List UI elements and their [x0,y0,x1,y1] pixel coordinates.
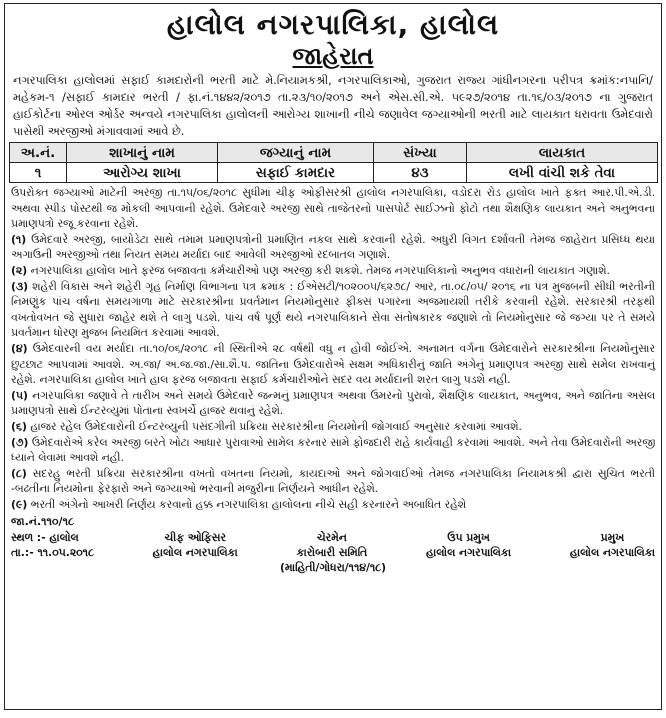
signatory-president [570,530,655,560]
signatory-title: ચેરમેન [316,531,347,545]
condition-5 [11,388,655,419]
signatory-title: ઉપ પ્રમુખ [447,531,490,545]
condition-number: (૯) [11,497,28,511]
reference-number: જા.નં.૧૧૦/૧૮ [11,515,75,529]
signatory-vice-president [426,530,511,560]
table-row [10,163,658,183]
application-paragraph [11,185,655,232]
posts-table [9,142,658,183]
cell-qualification: લખી વાંચી શકે તેવા [467,163,658,183]
condition-text: ઉમેદવારોએ કરેલ અરજી બરતે ખોટા આધાર પુરાવાઓ સામેલ કરનાર સામે ફોજદારી રાહે કાર્યવાહી કરવામાં આવશે. અને તેવા ઉમેદવારોની અરજી ધ્યાને લેવામાં આવશે નહી. [11,435,656,465]
condition-text: શહેરી વિકાસ અને શહેરી ગૃહ નિર્માણ વિભાગના પત્ર ક્રમાંક : ઈએસટી/૧૦૨૦૦૫/૬૨૭૮/ આર, તા.૦૮/૦૫/ ૨૦૧૬ ના પત્ર મુજબની સીધી ભરતીની નિમણુંક પાંચ વર્ષના સમયગાળા માટે સરકારશ્રીના પ્રવર્તમાન નિયમોનુસાર ફીક્સ પગારના અજમાયશી તરીકે કરવાની રહેશે. સરકારશ્રી તરફથી વખતોવખત જે સુધારા જાહેર થશે તે લાગુ પડશે. પાંચ વર્ષ પૂર્ણ થયે નગરપાલિકાને સેવા સંતોષકારક જણાશે તો નિયમોનુસાર જે જગ્યા પર તે સમયે પ્રવર્તમાન ધોરણ મુજબ નિયમિત કરવામાં આવશે. [11,279,656,340]
cell-post: સફાઈ કામદાર [218,163,374,183]
condition-1 [11,232,655,263]
condition-2 [11,263,655,279]
condition-number: (૬) [11,419,27,433]
condition-7 [11,435,655,466]
condition-text: નગરપાલિકા જણાવે તે તારીખ અને સમયે ઉમેદવારે જન્મનું પ્રમાણપત્ર અથવા ઉમરનો પુરાવો, શૈક્ષણિક લાયકાત, અનુભવ, અને જાતિના અસલ પ્રમાણપત્રો સાથે ઈન્ટરવ્યુમાં પોતાના સ્વખર્ચે હાજર થવાનું રહેશે. [11,388,655,418]
paragraph-text: ઉપરોક્ત જગ્યાઓ માટેની અરજી તા.૧૫/૦૬/૨૦૧૮ સુધીમાં ચીફ ઓફીસરશ્રી હાલોલ નગરપાલિકા, વડોદરા રોડ હાલોલ ખાતે ફક્ત આર.પી.એ.ડી. અથવા સ્પીડ પોસ્ટથી જ મોકલી આપવાની રહેશે. ઉમેદવારે અરજી સાથે તાજેતરનો પાસપોર્ટ સાઈઝનો ફોટો તથા શૈક્ષણિક લાયકાત અને અનુભવના પ્રમાણપત્રો રજૂ કરવાના રહેશે. [11,186,655,231]
page-subtitle: જાહેરાત [292,42,374,70]
column-header-serial: અ.નં. [10,143,67,163]
signatory-org: હાલોલ નગરપાલિકા [425,546,512,560]
condition-number: (૮) [11,466,27,480]
condition-9 [11,497,655,513]
column-header-post: જગ્યાનું નામ [218,143,374,163]
signature-block [5,530,661,560]
page-title: હાલોલ નગરપાલિકા, હાલોલ [166,8,500,41]
cell-count: ૪૩ [374,163,467,183]
info-department-code: (માહિતી/ગોધરા/૧૧૪/૧૮) [279,561,387,575]
condition-text: ઉમેદવારે અરજી, બાયોડેટા સાથે તમામ પ્રમાણપત્રોની પ્રમાણિત નકલ સાથે કરવાની રહેશે. અધુરી વિગત દર્શાવતી તેમજ જાહેરાત પ્રસિધ્ધ થયા અગાઉની અરજીઓ તથા નિયત સમય મર્યાદા બાદ આવેલી અરજીઓ રદબાતલ ગણાશે. [11,232,656,262]
condition-number: (૧) [11,232,27,246]
condition-number: (૩) [11,279,29,293]
condition-8 [11,466,655,497]
table-header-row [10,143,658,163]
condition-number: (૪) [11,341,28,355]
signatory-org: હાલોલ નગરપાલિકા [569,546,655,560]
terms-section [5,185,661,512]
signatory-chairman [297,530,368,560]
signatory-title: ચીફ ઓફિસર [164,531,226,545]
column-header-qualification: લાયકાત [467,143,658,163]
condition-number: (૭) [11,435,29,449]
advertisement-page [4,3,662,710]
signatory-org: હાલોલ નગરપાલિકા [152,546,238,560]
signatory-chief-officer [153,530,238,560]
condition-text: ભરતી અંગેનો આખરી નિર્ણય કરવાનો હક્ક નગરપાલિકા હાલોલના નીચે સહી કરનારને અબાધિત રહેશે [30,497,467,511]
column-header-count: સંખ્યા [374,143,467,163]
cell-serial: ૧ [10,163,67,183]
condition-text: સદરહુ ભરતી પ્રક્રિયા સરકારશ્રીના વખતો વખતના નિયમો, કાયદાઓ અને જોગવાઈઓ તેમજ નગરપાલિકા નિયામકશ્રી દ્વારા સુચિત ભરતી -બઢતીના નિયમોના ફેરફારો અને જગ્યાઓ ભરવાની મંજુરીના નિર્ણયને આધીન રહેશે. [11,466,655,496]
cell-branch: આરોગ્ય શાખા [67,163,218,183]
condition-text: ઉમેદવારની વય મર્યાદા તા.૧૦/૦૬/૨૦૧૮ ની સ્થિતીએ ૨૮ વર્ષથી વધુ ન હોવી જોઈએ. અનામત વર્ગના ઉમેદવારોને સરકારશ્રીના નિયમોનુસાર છુટછાટ આપવામાં આવશે. અ.જા/ અ.જ.જા./સા.શૈ.પ. જાતિના ઉમેદવારોએ સક્ષમ અધિકારીનું જાતિ અંગેનું પ્રમાણપત્ર અરજી સાથે સમેલ રાખવાનું રહેશે. નગરપાલિકા હાલોલ ખાતે હાલ ફરજ બજાવતા સફાઈ કર્મચારીઓને સદર વય મર્યાદાની શરત લાગુ પડશે નહી. [11,341,656,387]
column-header-branch: શાખાનું નામ [67,143,218,163]
condition-3 [11,279,655,341]
condition-4 [11,341,655,388]
place-label: સ્થળ :- હાલોલ [11,531,79,545]
condition-6 [11,419,655,435]
condition-text: નગરપાલિકા હાલોલ ખાતે ફરજ બજાવતા કર્મચારીઓ પણ અરજી કરી શકશે. તેમજ નગરપાલિકાનો અનુભવ વધારાની લાયકાત ગણાશે. [30,263,610,277]
signatory-title: પ્રમુખ [600,531,625,545]
condition-number: (૨) [11,263,28,277]
condition-number: (૫) [11,388,28,402]
intro-paragraph: નગરપાલિકા હાલોલમાં સફાઈ કામદારોની ભરતી માટે મે.નિયામકશ્રી, નગરપાલિકાઓ, ગુજરાત રાજ્ય ગાંધીનગરના પરીપત્ર ક્રમાંક:નપાનિ/મહેકમ-૧ /સફાઈ કામદાર ભરતી / ફા.નં.૧૪૪૨/૨૦૧૭ તા.૨૩/૧૦/૨૦૧૭ અને એસ.સી.એ. ૫૯૨૭/૨૦૧૪ તા.૧૬/૦૩/૨૦૧૭ ના ગુજરાત હાઈકોર્ટના ઓરલ ઓર્ડર અન્વયે નગરપાલિકા હાલોલની આરોગ્ય શાખાની નીચે જણાવેલ જગ્યાઓની ભરતી માટે લાયકાત ધરાવતા ઉમેદવારો પાસેથી અરજીઓ મંગાવવામાં આવે છે. [13,74,653,138]
place-date [11,530,94,560]
signatory-org: કારોબારી સમિતિ [296,546,368,560]
date-label: તા.:- ૧૧.૦૫.૨૦૧૮ [11,546,94,560]
condition-text: હાજર રહેલ ઉમેદવારોની ઈન્ટરવ્યુની પસંદગીની પ્રક્રિયા સરકારશ્રીના નિયમોની જોગવાઈ અનુસાર કરવામાં આવશે. [30,419,522,433]
